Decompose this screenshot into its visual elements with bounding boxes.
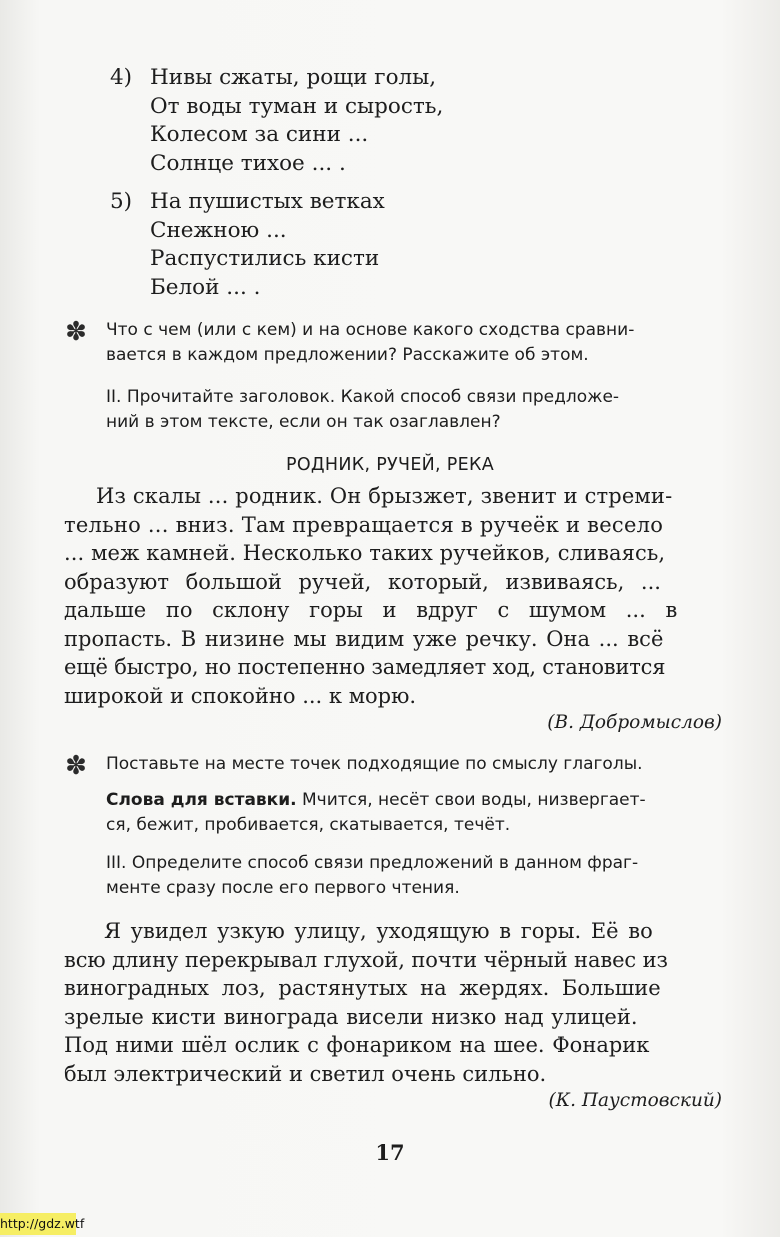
words-to-insert (106, 788, 726, 838)
text-body-2 (64, 917, 724, 1088)
text-line: пропасть. В низине мы видим уже речку. Она ... всё (64, 626, 664, 651)
flower-icon: ✽ (65, 317, 87, 347)
task-line: III. Определите способ связи предложений в данном фраг- (106, 853, 639, 873)
poem-line: Солнце тихое ... . (150, 150, 346, 176)
words-list: Мчится, несёт свои воды, низвергает- (296, 790, 646, 810)
text-title: РОДНИК, РУЧЕЙ, РЕКА (286, 455, 494, 475)
text-line: Под ними шёл ослик с фонариком на шее. Фонарик (64, 1033, 650, 1057)
task-line: ний в этом тексте, если он так озаглавлен? (106, 412, 501, 432)
text-line: широкой и спокойно ... к морю. (64, 683, 417, 708)
author-signature: (К. Паустовский) (548, 1090, 722, 1111)
text-body-1 (64, 482, 724, 710)
poem-line: На пушистых ветках (150, 189, 385, 214)
site-watermark-link[interactable]: http://gdz.wtf (0, 1213, 76, 1235)
item-number: 4) (110, 65, 133, 90)
task-line: вается в каждом предложении? Расскажите об этом. (106, 345, 589, 365)
text-line: Я увидел узкую улицу, уходящую в горы. Её во (104, 919, 653, 943)
task-question-2 (106, 385, 726, 435)
words-line: ся, бежит, пробивается, скатывается, течёт. (106, 815, 511, 835)
task-question-1 (106, 318, 726, 368)
poem-lines (150, 188, 385, 302)
poem-line: Распустились кисти (150, 246, 380, 271)
text-line: виноградных лоз, растянутых на жердях. Большие (64, 976, 661, 1000)
poem-line: Белой ... . (150, 274, 261, 300)
text-line: ещё быстро, но постепенно замедляет ход, становится (64, 655, 666, 679)
task-question-4 (106, 851, 726, 901)
text-line: был электрический и светил очень сильно. (64, 1061, 547, 1086)
text-line: ... меж камней. Несколько таких ручейков, сливаясь, (64, 541, 666, 565)
flower-icon: ✽ (65, 751, 87, 781)
words-label: Слова для вставки. (106, 790, 297, 810)
task-line: Поставьте на месте точек подходящие по смыслу глаголы. (106, 754, 643, 774)
words-line (106, 788, 726, 813)
poem-line: От воды туман и сырость, (150, 93, 444, 119)
poem-line: Колесом за сини ... (150, 122, 369, 147)
task-question-3 (106, 752, 726, 777)
poem-lines (150, 64, 443, 178)
task-line: Что с чем (или с кем) и на основе какого сходства сравни- (106, 320, 635, 340)
text-line: тельно ... вниз. Там превращается в ручеёк и весело (64, 512, 664, 537)
author-signature: (В. Добромыслов) (547, 712, 722, 733)
item-number: 5) (110, 189, 133, 214)
task-line: II. Прочитайте заголовок. Какой способ связи предложе- (106, 387, 620, 407)
task-line: менте сразу после его первого чтения. (106, 878, 460, 898)
poem-line: Нивы сжаты, рощи голы, (150, 65, 437, 90)
text-line: образуют большой ручей, который, извиваясь, ... (64, 569, 661, 594)
text-line: зрелые кисти винограда висели низко над улицей. (64, 1004, 638, 1029)
text-line: всю длину перекрывал глухой, почти чёрный навес из (64, 947, 668, 972)
page-number: 17 (375, 1140, 405, 1165)
text-line: Из скалы ... родник. Он брызжет, звенит и стреми- (96, 484, 673, 508)
text-line: дальше по склону горы и вдруг с шумом ... в (64, 598, 678, 622)
poem-line: Снежною ... (150, 217, 287, 243)
